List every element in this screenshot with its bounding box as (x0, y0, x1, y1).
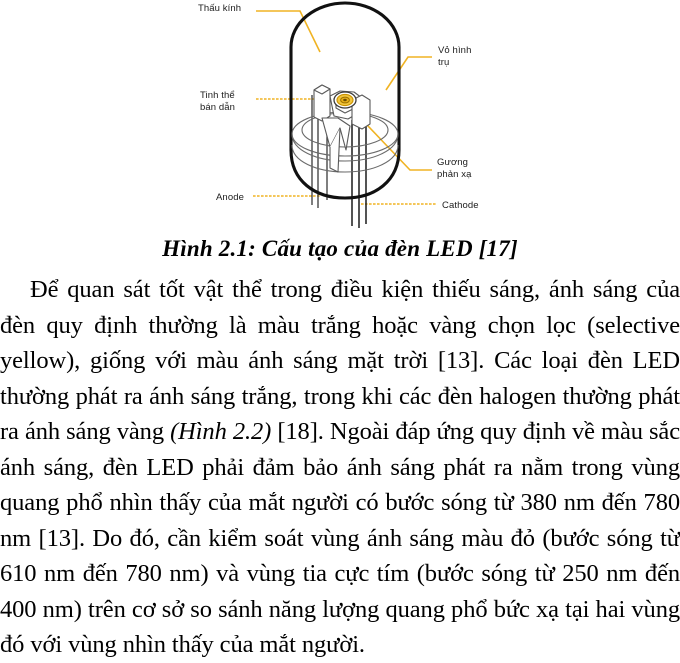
body-paragraph (0, 272, 680, 663)
figure-led-structure (0, 0, 680, 228)
paragraph-part-2: [18]. Ngoài đáp ứng quy định về màu sắc ánh sáng, đèn LED phải đảm bảo ánh sáng phát ra nằm trong vùng quang phổ nhìn thấy của mắt người có bước sóng từ 380 nm đến 780 nm [13]. Do đó, cần kiểm soát vùng ánh sáng màu đỏ (bước sóng từ 610 nm đến 780 nm) và vùng tia cực tím (bước sóng từ 250 nm đến 400 nm) trên cơ sở so sánh năng lượng quang phổ bức xạ tại hai vùng đó với vùng nhìn thấy của mắt người. (0, 418, 680, 658)
label-cathode-text: Cathode (442, 200, 479, 211)
figure-caption: Hình 2.1: Cấu tạo của đèn LED [17] (162, 236, 518, 261)
label-mirror-line1: Gương (437, 157, 469, 168)
label-crystal-line1: Tinh thể (200, 90, 235, 101)
label-anode-text: Anode (216, 192, 244, 203)
paragraph-part-1: Để quan sát tốt vật thể trong điều kiện thiếu sáng, ánh sáng của đèn quy định thường là màu trắng hoặc vàng chọn lọc (selective yellow), giống với màu ánh sáng mặt trời [13]. Các loại đèn LED thường phát ra ánh sáng trắng, trong khi các đèn halogen thường phát ra ánh sáng vàng (0, 276, 680, 445)
led-diagram-svg (0, 0, 680, 228)
label-housing (438, 45, 471, 69)
label-mirror-line2: phản xạ (437, 169, 472, 180)
label-housing-line2: trụ (438, 57, 450, 68)
leader-housing (386, 57, 432, 90)
label-crystal-line2: bán dẫn (200, 102, 236, 113)
led-base-outline (291, 150, 399, 198)
label-mirror (437, 157, 472, 181)
label-lens-text: Thấu kính (198, 3, 242, 14)
label-lens (198, 3, 241, 15)
label-cathode (442, 200, 479, 212)
paragraph-1 (0, 272, 680, 663)
paragraph-italic-ref: (Hình 2.2) (170, 418, 272, 445)
flange-rim-arc (292, 145, 398, 172)
label-crystal (200, 90, 235, 114)
semiconductor-crystal (334, 92, 356, 108)
cathode-wires (352, 118, 366, 228)
label-anode (216, 192, 244, 204)
leader-lens (256, 11, 320, 52)
label-housing-line1: Vỏ hình (438, 45, 472, 56)
